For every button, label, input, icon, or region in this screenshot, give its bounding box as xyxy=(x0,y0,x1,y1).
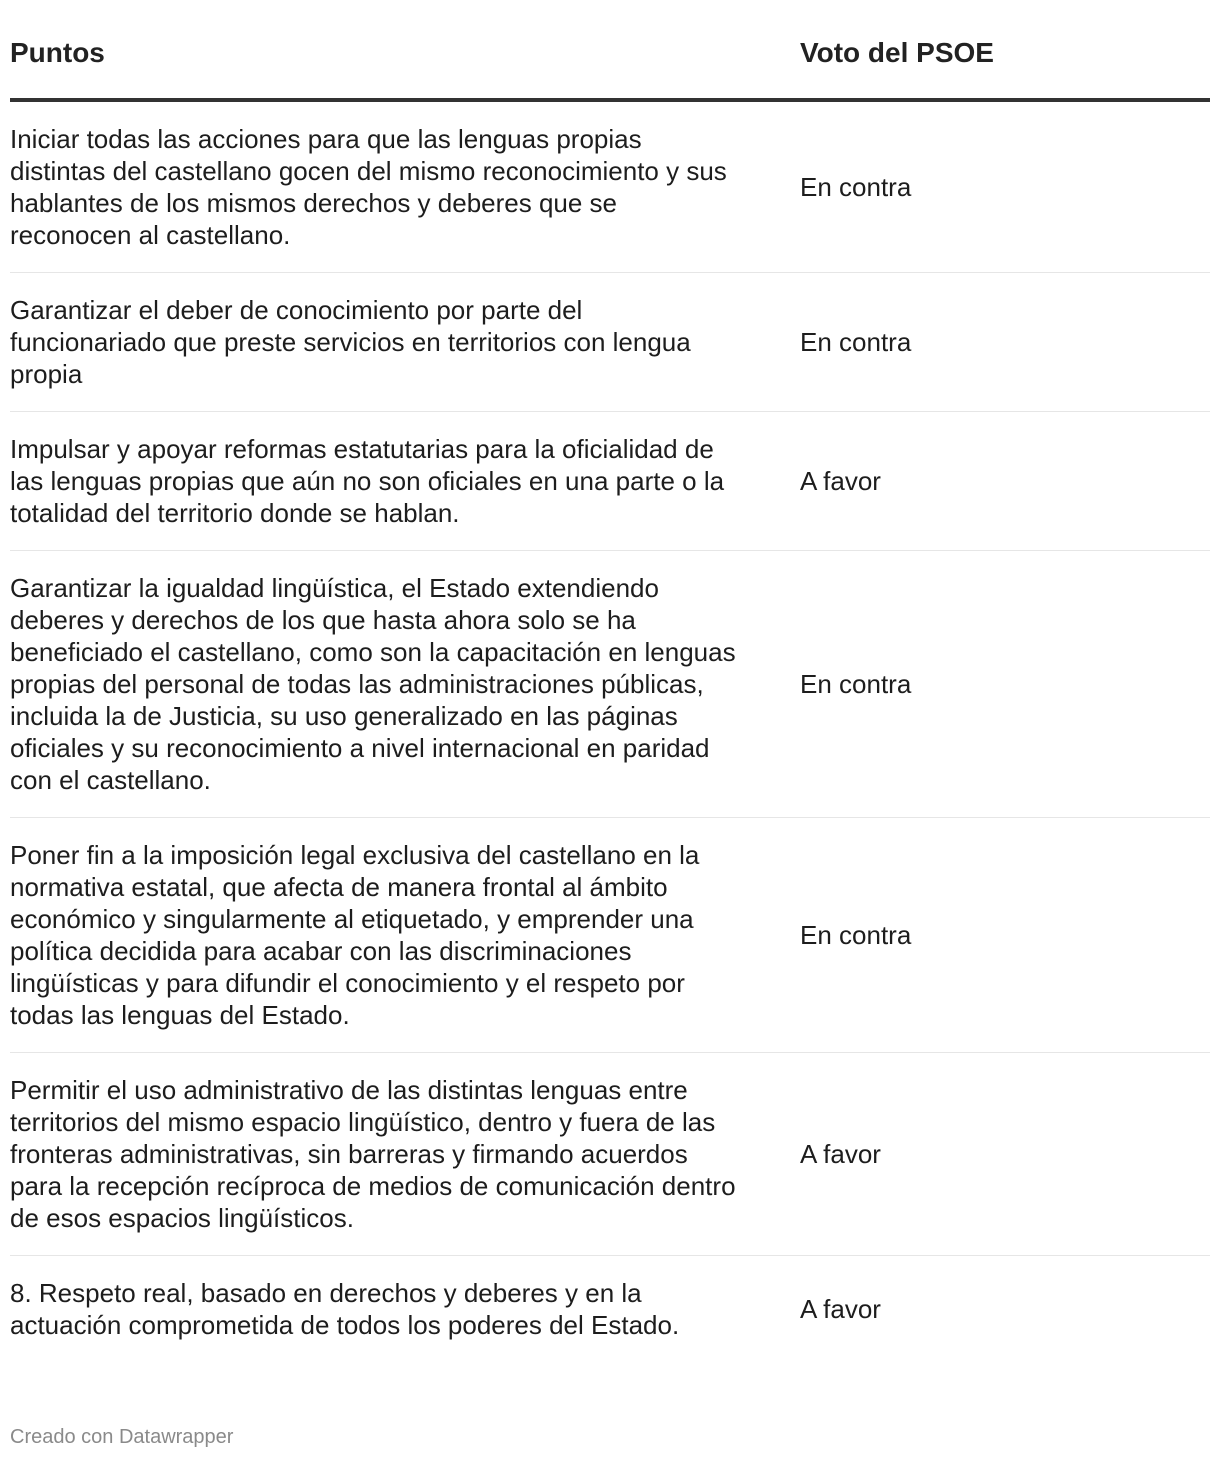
datawrapper-credit-link[interactable]: Creado con Datawrapper xyxy=(10,1426,234,1448)
header-puntos[interactable]: Puntos xyxy=(10,0,800,100)
table-row xyxy=(10,273,1210,412)
header-voto-psoe[interactable]: Voto del PSOE xyxy=(800,0,1210,100)
cell-voto: En contra xyxy=(800,818,1210,1053)
table-body xyxy=(10,100,1210,1362)
cell-punto: Impulsar y apoyar reformas estatutarias para la oficialidad de las lenguas propias que aún no son oficiales en una parte o la totalidad del territorio donde se hablan. xyxy=(10,412,800,551)
cell-punto: 8. Respeto real, basado en derechos y deberes y en la actuación comprometida de todos los poderes del Estado. xyxy=(10,1278,680,1340)
table-row xyxy=(10,100,1210,273)
cell-voto: En contra xyxy=(800,551,1210,818)
cell-voto: A favor xyxy=(800,1294,881,1324)
table-row xyxy=(10,412,1210,551)
cell-voto: En contra xyxy=(800,100,1210,273)
datawrapper-table-container xyxy=(10,0,1210,1362)
table-row xyxy=(10,1053,1210,1256)
cell-voto: En contra xyxy=(800,273,1210,412)
cell-punto: Garantizar la igualdad lingüística, el Estado extendiendo deberes y derechos de los que hasta ahora solo se ha beneficiado el castellano, como son la capacitación en lenguas propias del personal de todas las administraciones públicas, incluida la de Justicia, su uso generalizado en las páginas oficiales y su reconocimiento a nivel internacional en paridad con el castellano. xyxy=(10,551,800,818)
cell-punto: Permitir el uso administrativo de las distintas lenguas entre territorios del mismo espacio lingüístico, dentro y fuera de las fronteras administrativas, sin barreras y firmando acuerdos para la recepción recíproca de medios de comunicación dentro de esos espacios lingüísticos. xyxy=(10,1053,800,1256)
cell-punto: Iniciar todas las acciones para que las lenguas propias distintas del castellano gocen del mismo reconocimiento y sus hablantes de los mismos derechos y deberes que se reconocen al castellano. xyxy=(10,100,800,273)
cell-voto: A favor xyxy=(800,1053,1210,1256)
cell-punto: Poner fin a la imposición legal exclusiva del castellano en la normativa estatal, que afecta de manera frontal al ámbito económico y singularmente al etiquetado, y emprender una política decidida para acabar con las discriminaciones lingüísticas y para difundir el conocimiento y el respeto por todas las lenguas del Estado. xyxy=(10,818,800,1053)
table-header xyxy=(10,0,1210,100)
header-row xyxy=(10,0,1210,100)
table-row xyxy=(10,818,1210,1053)
votes-table xyxy=(10,0,1210,1362)
table-row xyxy=(10,551,1210,818)
table-row xyxy=(10,1256,1210,1363)
cell-voto: A favor xyxy=(800,412,1210,551)
cell-punto: Garantizar el deber de conocimiento por parte del funcionariado que preste servicios en territorios con lengua propia xyxy=(10,273,800,412)
